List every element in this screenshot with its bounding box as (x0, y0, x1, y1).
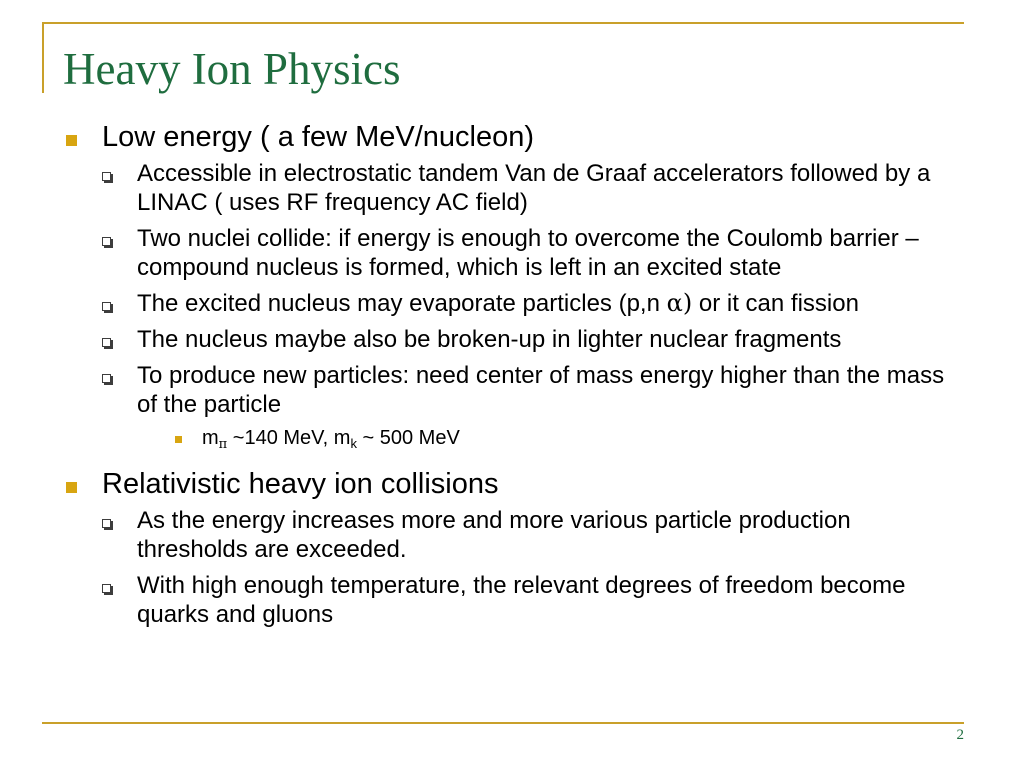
mass-text-end: ~ 500 MeV (356, 427, 460, 449)
small-square-bullet-icon (175, 436, 182, 443)
bullet-relativistic (60, 467, 950, 501)
square-bullet-icon (66, 482, 77, 493)
sub-bullet-text-suffix: or it can fission (692, 290, 859, 317)
sub-bullet-text: Accessible in electrostatic tandem Van de Graaf accelerators followed by a LINAC ( uses RF frequency AC field) (137, 160, 931, 216)
sub-bullet-energy-increases (60, 506, 950, 564)
bullet-low-energy (60, 120, 950, 154)
sub-bullet-evaporate (60, 289, 950, 318)
square-bullet-icon (66, 135, 77, 146)
sub-bullet-broken-up (60, 325, 950, 354)
k-subscript: k (350, 436, 357, 451)
bullet-text: Low energy ( a few MeV/nucleon) (102, 121, 534, 153)
sub-bullet-text: Two nuclei collide: if energy is enough to overcome the Coulomb barrier – compound nucleus is formed, which is left in an excited state (137, 225, 919, 281)
hollow-square-bullet-icon (102, 584, 111, 593)
sub-bullet-text-prefix: The excited nucleus may evaporate particles (p,n (137, 290, 667, 317)
frame-top-line (42, 22, 964, 24)
hollow-square-bullet-icon (102, 374, 111, 383)
sub-bullet-nuclei-collide (60, 224, 950, 282)
slide-title: Heavy Ion Physics (63, 44, 401, 94)
hollow-square-bullet-icon (102, 338, 111, 347)
hollow-square-bullet-icon (102, 172, 111, 181)
pi-subscript: π (218, 437, 228, 452)
bullet-text: Relativistic heavy ion collisions (102, 468, 499, 500)
slide-content (60, 120, 950, 636)
hollow-square-bullet-icon (102, 237, 111, 246)
sub-bullet-new-particles (60, 361, 950, 419)
page-number: 2 (956, 727, 964, 743)
sub-bullet-accessible (60, 159, 950, 217)
third-level-bullet-masses (60, 426, 950, 457)
sub-bullet-text: The nucleus maybe also be broken-up in lighter nuclear fragments (137, 326, 842, 353)
alpha-symbol: α) (666, 289, 693, 317)
frame-bottom-line (42, 722, 964, 724)
sub-bullet-text: As the energy increases more and more various particle production thresholds are exceeded. (137, 507, 851, 563)
sub-bullet-text: To produce new particles: need center of mass energy higher than the mass of the particle (137, 362, 945, 418)
hollow-square-bullet-icon (102, 302, 111, 311)
mass-text-mid: ~140 MeV, m (227, 427, 351, 449)
hollow-square-bullet-icon (102, 519, 111, 528)
frame-left-line (42, 22, 44, 93)
mass-m-pi: m (202, 427, 219, 449)
sub-bullet-temperature (60, 571, 950, 629)
sub-bullet-text: With high enough temperature, the relevant degrees of freedom become quarks and gluons (137, 572, 906, 628)
